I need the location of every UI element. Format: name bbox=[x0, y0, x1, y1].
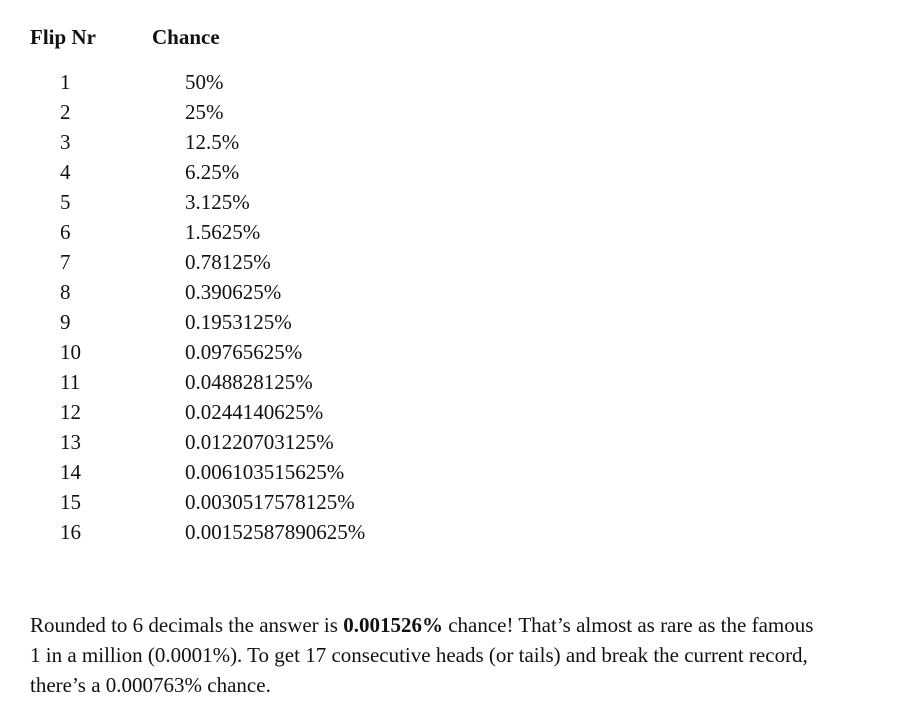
table-row bbox=[0, 457, 365, 487]
chance-value-cell: 6.25% bbox=[185, 160, 240, 184]
table-row bbox=[0, 217, 365, 247]
paragraph-text: 1 in a million (0.0001%). To get 17 consecutive heads (or tails) and break the current record, bbox=[30, 643, 808, 667]
chance-value-cell: 0.0030517578125% bbox=[185, 490, 355, 514]
chance-value-cell: 0.390625% bbox=[185, 280, 282, 304]
flip-number-cell: 9 bbox=[60, 310, 71, 334]
flip-number-cell: 7 bbox=[60, 250, 71, 274]
chance-value-cell: 0.1953125% bbox=[185, 310, 292, 334]
paragraph-text: there’s a 0.000763% chance. bbox=[30, 673, 271, 697]
paragraph-text: Rounded to 6 decimals the answer is bbox=[30, 613, 344, 637]
chance-value-cell: 0.00152587890625% bbox=[185, 520, 366, 544]
table-row bbox=[0, 187, 365, 217]
flip-number-cell: 13 bbox=[60, 430, 81, 454]
chance-value-cell: 0.006103515625% bbox=[185, 460, 345, 484]
column-header-chance: Chance bbox=[152, 25, 220, 49]
flip-number-cell: 15 bbox=[60, 490, 81, 514]
flip-number-cell: 2 bbox=[60, 100, 71, 124]
table-row bbox=[0, 157, 365, 187]
table-row bbox=[0, 367, 365, 397]
table-row bbox=[0, 67, 365, 97]
table-row bbox=[0, 97, 365, 127]
flip-number-cell: 5 bbox=[60, 190, 71, 214]
flip-number-cell: 10 bbox=[60, 340, 81, 364]
table-row bbox=[0, 247, 365, 277]
highlighted-value: 0.001526% bbox=[343, 613, 443, 637]
table-row bbox=[0, 397, 365, 427]
flip-number-cell: 4 bbox=[60, 160, 71, 184]
flip-number-cell: 16 bbox=[60, 520, 81, 544]
chance-value-cell: 1.5625% bbox=[185, 220, 261, 244]
paragraph-text: chance! That’s almost as rare as the famous bbox=[442, 613, 814, 637]
chance-value-cell: 0.048828125% bbox=[185, 370, 313, 394]
flip-number-cell: 8 bbox=[60, 280, 71, 304]
chance-value-cell: 12.5% bbox=[185, 130, 240, 154]
table-row bbox=[0, 487, 365, 517]
flip-number-cell: 12 bbox=[60, 400, 81, 424]
chance-value-cell: 0.01220703125% bbox=[185, 430, 334, 454]
table-row bbox=[0, 127, 365, 157]
flip-table-body bbox=[0, 67, 365, 547]
table-row bbox=[0, 277, 365, 307]
chance-value-cell: 3.125% bbox=[185, 190, 250, 214]
flip-table-header bbox=[30, 22, 220, 52]
flip-number-cell: 1 bbox=[60, 70, 71, 94]
paragraph-line bbox=[30, 640, 900, 670]
chance-value-cell: 25% bbox=[185, 100, 224, 124]
chance-value-cell: 0.78125% bbox=[185, 250, 271, 274]
table-row bbox=[0, 427, 365, 457]
flip-number-cell: 3 bbox=[60, 130, 71, 154]
table-row bbox=[0, 337, 365, 367]
paragraph-line bbox=[30, 670, 900, 700]
chance-value-cell: 0.09765625% bbox=[185, 340, 303, 364]
summary-paragraph bbox=[30, 610, 900, 700]
paragraph-line bbox=[30, 610, 900, 640]
flip-number-cell: 11 bbox=[60, 370, 81, 394]
chance-value-cell: 50% bbox=[185, 70, 224, 94]
table-row bbox=[0, 517, 365, 547]
column-header-flip-nr: Flip Nr bbox=[30, 25, 96, 49]
chance-value-cell: 0.0244140625% bbox=[185, 400, 324, 424]
flip-number-cell: 14 bbox=[60, 460, 81, 484]
table-row bbox=[0, 307, 365, 337]
flip-number-cell: 6 bbox=[60, 220, 71, 244]
